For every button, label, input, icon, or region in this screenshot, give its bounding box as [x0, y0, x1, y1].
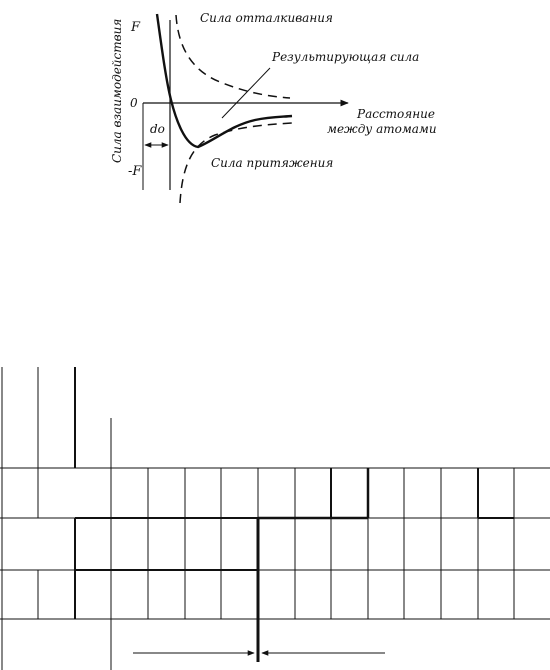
- x-axis-title-line2: между атомами: [327, 122, 437, 136]
- y-axis-title: Сила взаимодействия: [110, 18, 124, 163]
- resultant-curve: [157, 14, 292, 147]
- lattice-grid: [0, 367, 550, 670]
- axis-label-negF: -F: [128, 164, 142, 179]
- resultant-label: Результирующая сила: [272, 50, 420, 64]
- x-axis-title-line1: Расстояние: [357, 107, 435, 121]
- attraction-label: Сила притяжения: [211, 156, 334, 170]
- repulsion-label: Сила отталкивания: [200, 11, 333, 25]
- axis-label-F: F: [131, 20, 141, 35]
- axis-label-zero: 0: [130, 96, 138, 110]
- d0-label: do: [150, 122, 165, 136]
- force-graph: [143, 14, 348, 203]
- resultant-leader-line: [222, 68, 270, 118]
